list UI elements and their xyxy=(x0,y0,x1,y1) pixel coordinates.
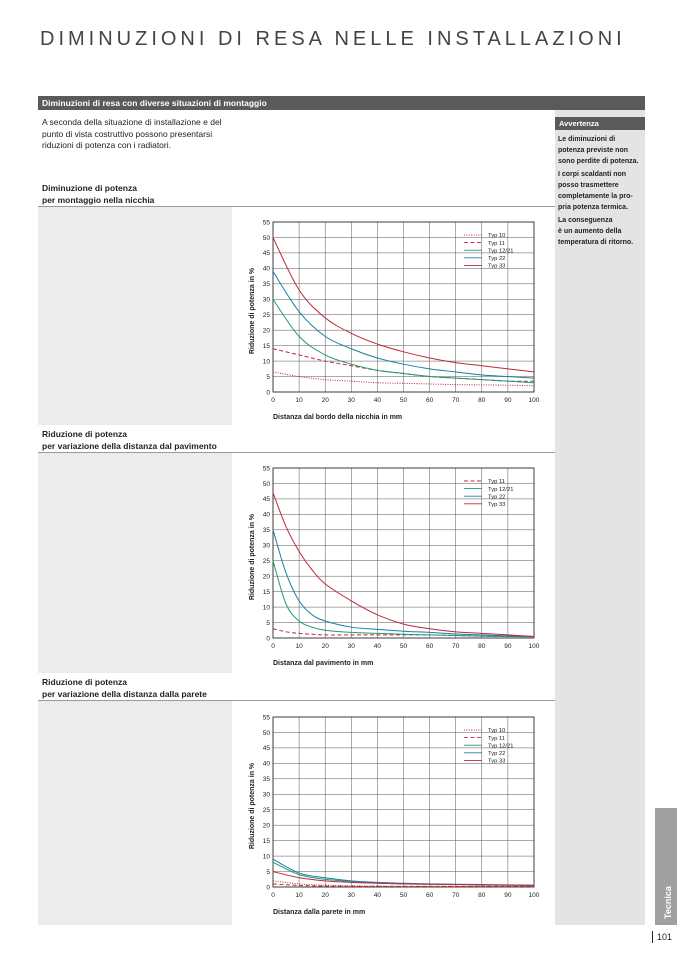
y-tick-label: 0 xyxy=(266,389,270,397)
y-tick-label: 55 xyxy=(262,714,270,722)
legend-label: Typ 22 xyxy=(488,751,506,757)
caption-floor xyxy=(42,428,217,452)
y-tick-label: 5 xyxy=(266,619,270,627)
x-tick-label: 80 xyxy=(478,397,486,404)
note-line: posso trasmettere xyxy=(558,182,619,189)
y-tick-label: 40 xyxy=(262,511,270,519)
y-tick-label: 20 xyxy=(262,822,270,830)
x-tick-label: 90 xyxy=(504,643,512,650)
divider xyxy=(38,206,555,207)
x-tick-label: 40 xyxy=(373,892,382,899)
legend-label: Typ 10 xyxy=(488,233,506,240)
y-tick-label: 50 xyxy=(262,234,270,242)
y-tick-label: 10 xyxy=(262,853,270,861)
x-tick-label: 10 xyxy=(295,892,303,899)
x-axis-label: Distanza dal pavimento in mm xyxy=(273,660,374,667)
x-tick-label: 10 xyxy=(295,643,303,650)
intro-line: punto di vista costruttivo possono presentarsi xyxy=(42,128,213,139)
x-tick-label: 80 xyxy=(478,892,486,899)
y-axis-label: Riduzione di potenza in % xyxy=(249,762,256,850)
x-axis-label: Distanza dal bordo della nicchia in mm xyxy=(273,414,403,421)
x-tick-label: 0 xyxy=(271,397,275,404)
legend-label: Typ 11 xyxy=(488,735,505,742)
x-tick-label: 80 xyxy=(478,643,486,650)
x-tick-label: 90 xyxy=(504,397,512,404)
note-body xyxy=(558,134,644,248)
x-tick-label: 20 xyxy=(321,643,329,650)
caption-niche xyxy=(42,182,154,206)
y-tick-label: 30 xyxy=(262,296,270,304)
note-line: completamente la pro- xyxy=(558,193,633,200)
y-tick-label: 40 xyxy=(262,760,270,768)
legend-label: Typ 33 xyxy=(488,502,506,508)
y-tick-label: 5 xyxy=(266,373,270,381)
note-line: potenza previste non xyxy=(558,147,629,154)
legend-label: Typ 10 xyxy=(488,728,506,735)
x-axis-label: Distanza dalla parete in mm xyxy=(273,909,366,916)
y-tick-label: 35 xyxy=(262,281,270,289)
y-axis-label: Riduzione di potenza in % xyxy=(249,267,256,355)
y-tick-label: 25 xyxy=(262,312,270,320)
caption-line: Riduzione di potenza xyxy=(42,677,127,687)
x-tick-label: 40 xyxy=(373,397,382,404)
chart-niche xyxy=(240,214,545,426)
y-tick-label: 0 xyxy=(266,884,270,892)
page-number: 101 xyxy=(652,931,672,943)
x-tick-label: 30 xyxy=(347,397,355,404)
y-tick-label: 10 xyxy=(262,604,270,612)
caption-line: Riduzione di potenza xyxy=(42,429,127,439)
chart-floor xyxy=(240,460,545,672)
x-tick-label: 90 xyxy=(504,892,512,899)
intro-line: riduzioni di potenza con i radiatori. xyxy=(42,140,171,150)
note-line: La conseguenza xyxy=(558,217,613,224)
section-header: Diminuzioni di resa con diverse situazioni di montaggio xyxy=(38,96,645,110)
y-tick-label: 5 xyxy=(266,868,270,876)
caption-wall xyxy=(42,676,207,700)
grey-panel-2 xyxy=(38,453,232,673)
legend-label: Typ 22 xyxy=(488,256,506,262)
x-tick-label: 0 xyxy=(271,892,275,899)
note-line: sono perdite di potenza. xyxy=(558,158,639,165)
page-title: DIMINUZIONI DI RESA NELLE INSTALLAZIONI xyxy=(40,28,626,50)
y-tick-label: 35 xyxy=(262,527,270,535)
caption-line: per variazione della distanza dalla parete xyxy=(42,689,207,699)
x-tick-label: 10 xyxy=(295,397,303,404)
y-tick-label: 40 xyxy=(262,265,270,273)
note-line: Le diminuzioni di xyxy=(558,136,616,143)
legend-label: Typ 12/21 xyxy=(488,486,514,493)
x-tick-label: 100 xyxy=(528,397,540,404)
divider xyxy=(38,452,555,453)
x-tick-label: 0 xyxy=(271,643,275,650)
x-tick-label: 30 xyxy=(347,892,355,899)
y-axis-label: Riduzione di potenza in % xyxy=(249,513,256,601)
y-tick-label: 20 xyxy=(262,573,270,581)
y-tick-label: 50 xyxy=(262,729,270,737)
legend-label: Typ 12/21 xyxy=(488,248,514,255)
y-tick-label: 45 xyxy=(262,745,270,753)
y-tick-label: 15 xyxy=(262,342,270,350)
section-tab[interactable] xyxy=(655,808,677,925)
x-tick-label: 60 xyxy=(425,643,434,650)
y-tick-label: 15 xyxy=(262,588,270,596)
x-tick-label: 70 xyxy=(452,892,460,899)
x-tick-label: 70 xyxy=(452,397,460,404)
x-tick-label: 20 xyxy=(321,892,329,899)
section-tab-label: Tecnica xyxy=(663,886,673,919)
intro-line: A seconda della situazione di installazione e del xyxy=(42,117,222,127)
x-tick-label: 50 xyxy=(399,397,408,404)
x-tick-label: 30 xyxy=(347,643,355,650)
x-tick-label: 60 xyxy=(425,397,434,404)
legend-label: Typ 11 xyxy=(488,479,505,486)
divider xyxy=(38,700,555,701)
chart-wall xyxy=(240,709,545,921)
intro-text xyxy=(42,117,232,152)
note-line: è un aumento della xyxy=(558,228,622,235)
y-tick-label: 35 xyxy=(262,776,270,784)
note-line: pria potenza termica. xyxy=(558,204,629,211)
note-line: temperatura di ritorno. xyxy=(558,239,634,246)
note-header: Avvertenza xyxy=(555,117,645,130)
y-tick-label: 30 xyxy=(262,542,270,550)
legend-label: Typ 22 xyxy=(488,494,506,501)
legend-label: Typ 33 xyxy=(488,758,506,765)
legend-label: Typ 11 xyxy=(488,240,505,247)
grey-panel-3 xyxy=(38,701,232,925)
x-tick-label: 60 xyxy=(425,892,434,899)
note-line: I corpi scaldanti non xyxy=(558,171,627,178)
y-tick-label: 45 xyxy=(262,496,270,504)
y-tick-label: 25 xyxy=(262,807,270,815)
y-tick-label: 25 xyxy=(262,558,270,566)
x-tick-label: 70 xyxy=(452,643,460,650)
x-tick-label: 50 xyxy=(399,892,408,899)
y-tick-label: 45 xyxy=(262,250,270,258)
x-tick-label: 100 xyxy=(528,643,540,650)
y-tick-label: 0 xyxy=(266,635,270,643)
x-tick-label: 100 xyxy=(528,892,540,899)
legend-label: Typ 12/21 xyxy=(488,743,514,750)
y-tick-label: 15 xyxy=(262,837,270,845)
grey-panel-1 xyxy=(38,207,232,425)
x-tick-label: 40 xyxy=(373,643,382,650)
x-tick-label: 20 xyxy=(321,397,329,404)
y-tick-label: 30 xyxy=(262,791,270,799)
caption-line: per variazione della distanza dal pavimento xyxy=(42,441,217,451)
y-tick-label: 50 xyxy=(262,480,270,488)
y-tick-label: 55 xyxy=(262,465,270,473)
y-tick-label: 55 xyxy=(262,219,270,227)
x-tick-label: 50 xyxy=(399,643,408,650)
caption-line: Diminuzione di potenza xyxy=(42,183,137,193)
legend-label: Typ 33 xyxy=(488,263,506,270)
y-tick-label: 20 xyxy=(262,327,270,335)
y-tick-label: 10 xyxy=(262,358,270,366)
caption-line: per montaggio nella nicchia xyxy=(42,195,155,205)
